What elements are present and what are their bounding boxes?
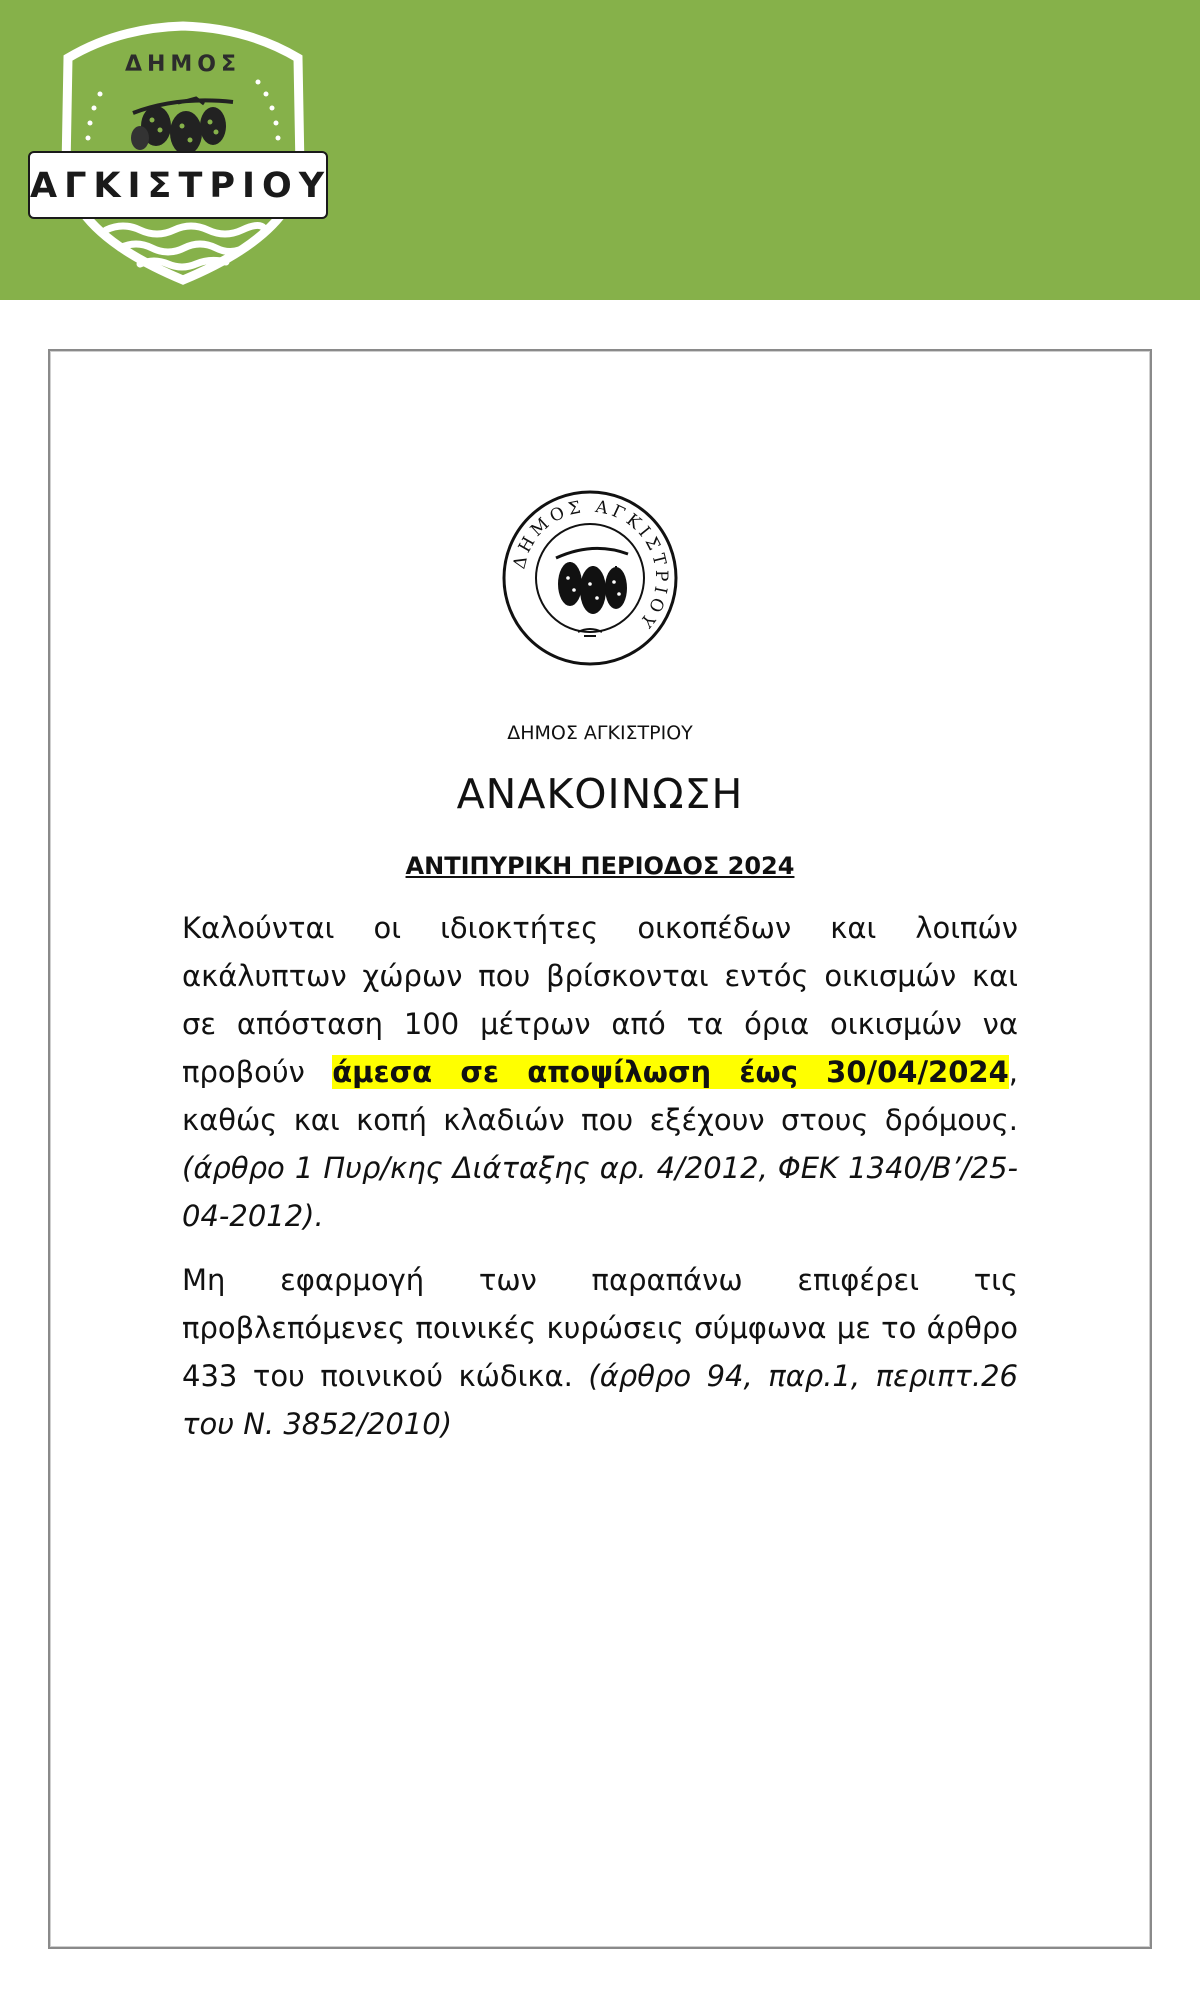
logo-top-text: ΔΗΜΟΣ [124, 52, 242, 77]
paragraph-1-text-before: Καλούνται οι ιδιοκτήτες οικοπέδων και λοιπών ακάλυπτων χώρων που βρίσκονται εντός οικισμών και σε απόσταση 100 μέτρων από τα όρια οικισμών να προβούν [182, 911, 1018, 1089]
municipality-seal [498, 486, 682, 670]
paragraph-1-text-after: , καθώς και κοπή κλαδιών που εξέχουν στους δρόμους. [182, 1055, 1018, 1137]
paragraph-2-citation: (άρθρο 94, παρ.1, περιπτ.26 του Ν. 3852/2010) [182, 1359, 1019, 1441]
municipality-logo [28, 18, 338, 286]
paragraph-1-citation: (άρθρο 1 Πυρ/κης Διάταξης αρ. 4/2012, ΦΕΚ 1340/Β’/25-04-2012). [182, 1151, 1018, 1233]
deadline-highlight: άμεσα σε αποψίλωση έως 30/04/2024 [332, 1055, 1009, 1089]
announcement-paragraph-1 [182, 904, 1018, 1240]
announcement-subtitle: ΑΝΤΙΠΥΡΙΚΗ ΠΕΡΙΟΔΟΣ 2024 [405, 852, 795, 880]
logo-banner-text: ΑΓΚΙΣΤΡΙΟΥ [28, 151, 328, 219]
announcement-paragraph-2 [182, 1256, 1018, 1448]
organization-name: ΔΗΜΟΣ ΑΓΚΙΣΤΡΙΟΥ [507, 722, 693, 744]
seal-ring-text: ΔΗΜΟΣ ΑΓΚΙΣΤΡΙΟΥ [509, 496, 672, 634]
pine-cone-seal-icon [498, 486, 682, 670]
announcement-title: ΑΝΑΚΟΙΝΩΣΗ [456, 770, 744, 818]
paragraph-2-text: Μη εφαρμογή των παραπάνω επιφέρει τις προβλεπόμενες ποινικές κυρώσεις σύμφωνα με το άρθρο 433 του ποινικού κώδικα. [182, 1263, 1018, 1393]
